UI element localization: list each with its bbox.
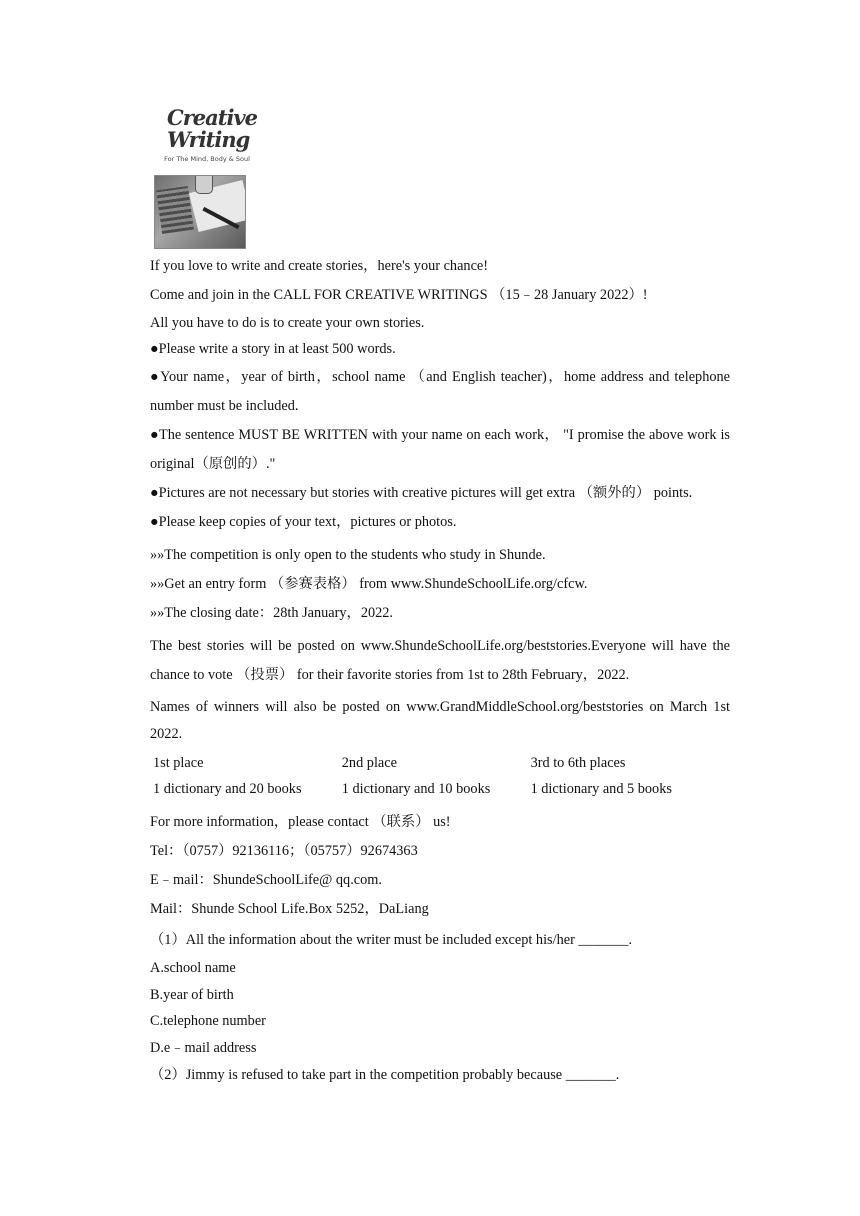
rule-item: ●Pictures are not necessary but stories with creative pictures will get extra （额外的） points. (150, 485, 693, 501)
cup-shape (195, 175, 213, 194)
prize-header-cell: 2nd place (341, 754, 397, 771)
questions-block (150, 926, 730, 1090)
contact-email: E﹣mail：ShundeSchoolLife@ qq.com. (150, 872, 382, 888)
logo-tagline: For The Mind, Body & Soul (164, 155, 250, 163)
writing-desk-photo (154, 175, 246, 249)
prize-reward-cell: 1 dictionary and 10 books (341, 780, 491, 797)
note-item: »»The competition is only open to the students who study in Shunde. (150, 547, 546, 563)
contact-mail: Mail：Shunde School Life.Box 5252，DaLiang (150, 901, 429, 917)
question-1: （1）All the information about the writer must be included except his/her _______. (150, 932, 633, 948)
logo-title-line1: Creative (167, 105, 257, 130)
table-row (150, 750, 730, 776)
rules-list (150, 336, 730, 537)
prize-reward-cell: 1 dictionary and 20 books (153, 780, 302, 797)
rule-item: ●Please keep copies of your text，pictures or photos. (150, 514, 457, 530)
prize-reward-cell: 1 dictionary and 5 books (530, 780, 672, 797)
note-item: »»The closing date：28th January，2022. (150, 605, 393, 621)
contact-tel: Tel：（0757）92136116；（05757）92674363 (150, 843, 418, 859)
contact-more-info: For more information，please contact （联系） us! (150, 814, 451, 830)
notes-list (150, 541, 730, 628)
logo-title-line2: Writing (167, 127, 250, 152)
question-1-option: B.year of birth (150, 986, 234, 1003)
contact-block (150, 808, 730, 924)
prize-header-cell: 3rd to 6th places (530, 754, 626, 771)
intro-line-1: If you love to write and create stories，here's your chance! (150, 258, 489, 274)
rule-item: ●Please write a story in at least 500 words. (150, 341, 396, 357)
intro-line-2: Come and join in the CALL FOR CREATIVE WRITINGS （15﹣28 January 2022）! (150, 287, 648, 303)
prizes-table (150, 750, 730, 802)
rule-item: ●The sentence MUST BE WRITTEN with your name on each work， "I promise the above work is original（原创的）." (150, 427, 730, 472)
rule-item: ●Your name，year of birth，school name （and English teacher)，home address and telephone number must be included. (150, 369, 730, 414)
intro-line-3: All you have to do is to create your own stories. (150, 315, 425, 331)
question-1-option: D.e﹣mail address (150, 1039, 257, 1056)
question-1-option: C.telephone number (150, 1013, 266, 1029)
note-item: »»Get an entry form （参赛表格） from www.ShundeSchoolLife.org/cfcw. (150, 576, 588, 592)
winners-paragraph: Names of winners will also be posted on www.GrandMiddleSchool.org/beststories on March 1st 2022. (150, 699, 730, 742)
logo-title (167, 105, 257, 152)
question-2: （2）Jimmy is refused to take part in the competition probably because _______. (150, 1067, 620, 1083)
prize-header-cell: 1st place (153, 754, 204, 771)
table-row (150, 776, 730, 802)
best-stories-paragraph: The best stories will be posted on www.ShundeSchoolLife.org/beststories.Everyone will have the chance to vote （投票） for their favorite stories from 1st to 28th February，2022. (150, 638, 730, 683)
document-page (150, 105, 730, 1090)
question-1-option: A.school name (150, 960, 236, 976)
creative-writing-logo (152, 105, 257, 250)
